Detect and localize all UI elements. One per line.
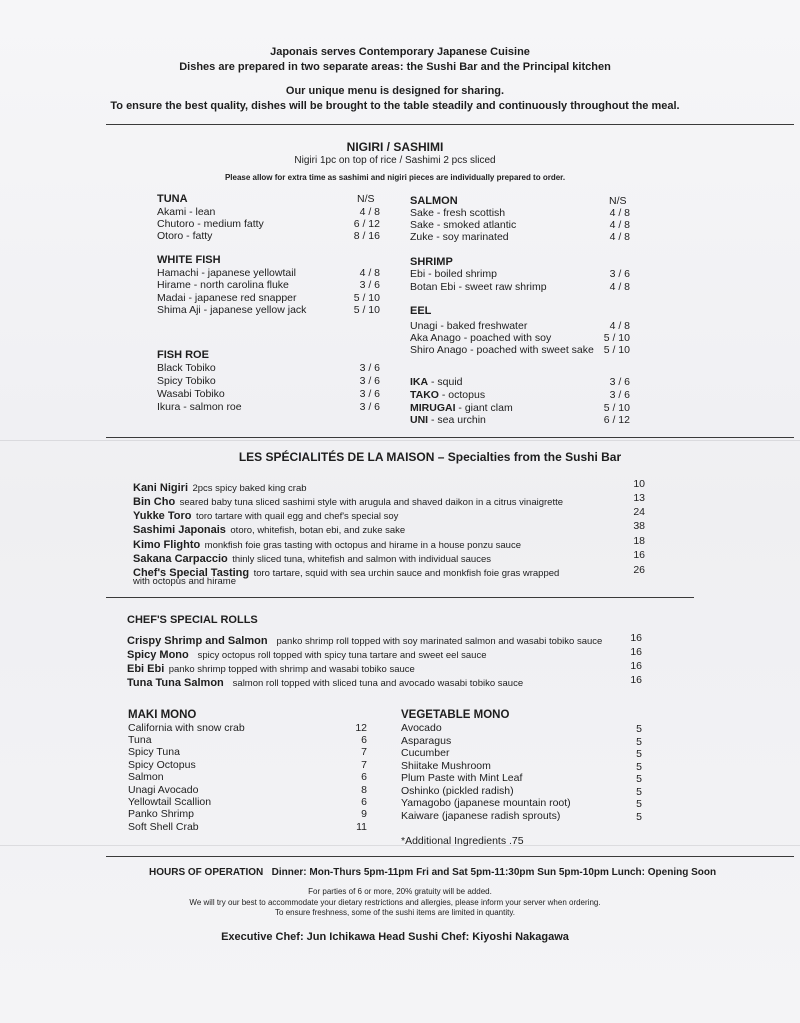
specialty-price: 38 — [633, 520, 645, 532]
menu-item-price: 3 / 6 — [609, 389, 630, 401]
section-header-salmon: SALMON — [410, 195, 458, 207]
specialty-item: Kimo Flighto monkfish foie gras tasting with octopus and hirame in a house ponzu sauce — [133, 539, 521, 551]
roll-price: 16 — [630, 632, 642, 644]
vegetable-title: VEGETABLE MONO — [401, 709, 510, 721]
vegetable-item-name: Cucumber — [401, 747, 450, 759]
nigiri-note: Please allow for extra time as sashimi and nigiri pieces are individually prepared to order. — [224, 173, 566, 182]
menu-item-name: Akami - lean — [157, 206, 216, 218]
menu-item-price: 6 / 12 — [353, 218, 380, 230]
menu-item-price: 5 / 10 — [353, 292, 380, 304]
maki-item-name: California with snow crab — [128, 722, 245, 734]
menu-item-price: 5 / 10 — [603, 402, 630, 414]
menu-item-name: Hamachi - japanese yellowtail — [157, 267, 296, 279]
menu-item-price: 3 / 6 — [609, 376, 630, 388]
specialty-price: 18 — [633, 535, 645, 547]
intro-line-4: To ensure the best quality, dishes will be brought to the table steadily and continuously throughout the meal. — [110, 100, 680, 112]
vegetable-item-price: 5 — [636, 748, 642, 760]
roll-item: Ebi Ebi panko shrimp topped with shrimp and wasabi tobiko sauce — [127, 663, 415, 675]
specialty-item: Chef's Special Tasting toro tartare, squid with sea urchin sauce and monkfish foie gras wrapped — [133, 567, 560, 579]
section-header-eel: EEL — [410, 305, 432, 317]
maki-title: MAKI MONO — [128, 709, 197, 721]
maki-item-name: Spicy Octopus — [128, 759, 196, 771]
nigiri-subtitle: Nigiri 1pc on top of rice / Sashimi 2 pcs sliced — [294, 155, 496, 166]
maki-item-name: Unagi Avocado — [128, 784, 199, 796]
vegetable-item-name: Avocado — [401, 722, 442, 734]
menu-item-price: 4 / 8 — [609, 281, 630, 293]
specialty-price: 13 — [633, 492, 645, 504]
maki-item-name: Tuna — [128, 734, 152, 746]
section-header-tuna: TUNA — [157, 193, 188, 205]
menu-item-price: 4 / 8 — [609, 207, 630, 219]
vegetable-item-name: Oshinko (pickled radish) — [401, 785, 514, 797]
vegetable-item-price: 5 — [636, 811, 642, 823]
vegetable-item-price: 5 — [636, 723, 642, 735]
divider — [106, 597, 694, 598]
section-header-shrimp: SHRIMP — [410, 256, 453, 268]
hours-of-operation: HOURS OF OPERATION Dinner: Mon-Thurs 5pm-11pm Fri and Sat 5pm-11:30pm Sun 5pm-10pm Lunch: Opening Soon — [149, 867, 717, 878]
menu-item-price: 8 / 16 — [353, 230, 380, 242]
vegetable-item-price: 5 — [636, 786, 642, 798]
maki-item-name: Soft Shell Crab — [128, 821, 199, 833]
menu-item-price: 3 / 6 — [359, 388, 380, 400]
maki-item-price: 7 — [361, 746, 367, 758]
ns-header-label: N/S — [357, 193, 375, 205]
menu-item-name: MIRUGAI - giant clam — [410, 402, 513, 414]
menu-item-name: UNI - sea urchin — [410, 414, 486, 426]
specialty-price: 26 — [633, 564, 645, 576]
maki-item-price: 6 — [361, 771, 367, 783]
roll-price: 16 — [630, 646, 642, 658]
ns-header-label: N/S — [609, 195, 627, 207]
intro-line-2: Dishes are prepared in two separate areas: the Sushi Bar and the Principal kitchen — [179, 61, 611, 73]
menu-item-name: TAKO - octopus — [410, 389, 486, 401]
divider — [106, 856, 794, 857]
menu-item-price: 3 / 6 — [609, 268, 630, 280]
menu-item-name: Spicy Tobiko — [157, 375, 216, 387]
intro-line-1: Japonais serves Contemporary Japanese Cuisine — [270, 46, 530, 58]
maki-item-name: Panko Shrimp — [128, 808, 194, 820]
vegetable-item-name: Plum Paste with Mint Leaf — [401, 772, 523, 784]
menu-item-name: Ebi - boiled shrimp — [410, 268, 497, 280]
specialty-item: Kani Nigiri 2pcs spicy baked king crab — [133, 482, 307, 494]
menu-item-price: 3 / 6 — [359, 362, 380, 374]
menu-item-price: 5 / 10 — [603, 344, 630, 356]
menu-item-price: 3 / 6 — [359, 279, 380, 291]
maki-item-name: Salmon — [128, 771, 164, 783]
maki-item-price: 7 — [361, 759, 367, 771]
menu-item-name: Madai - japanese red snapper — [157, 292, 297, 304]
menu-item-name: Botan Ebi - sweet raw shrimp — [410, 281, 547, 293]
roll-item: Crispy Shrimp and Salmon panko shrimp roll topped with soy marinated salmon and wasabi tobiko sauce — [127, 635, 603, 647]
menu-item-price: 4 / 8 — [359, 206, 380, 218]
menu-item-price: 4 / 8 — [609, 231, 630, 243]
menu-item-name: Sake - fresh scottish — [410, 207, 506, 219]
menu-item-price: 6 / 12 — [603, 414, 630, 426]
nigiri-title: NIGIRI / SASHIMI — [346, 140, 444, 154]
section-header-fish-roe: FISH ROE — [157, 349, 209, 361]
menu-item-name: Unagi - baked freshwater — [410, 320, 528, 332]
menu-item-name: IKA - squid — [410, 376, 463, 388]
freshness-note: To ensure freshness, some of the sushi items are limited in quantity. — [275, 908, 515, 917]
maki-item-name: Yellowtail Scallion — [128, 796, 212, 808]
maki-item-price: 6 — [361, 796, 367, 808]
specialty-item: Bin Cho seared baby tuna sliced sashimi style with arugula and shaved daikon in a citrus vinaigrette — [133, 496, 564, 508]
rolls-title: CHEF'S SPECIAL ROLLS — [127, 614, 258, 626]
gratuity-note: For parties of 6 or more, 20% gratuity will be added. — [308, 887, 492, 896]
specialty-item: Yukke Toro toro tartare with quail egg and chef's special soy — [133, 510, 399, 522]
vegetable-item-price: 5 — [636, 798, 642, 810]
vegetable-item-name: Asparagus — [401, 735, 452, 747]
vegetable-item-name: Kaiware (japanese radish sprouts) — [401, 810, 561, 822]
menu-item-name: Shiro Anago - poached with sweet sake — [410, 344, 594, 356]
menu-item-name: Shima Aji - japanese yellow jack — [157, 304, 307, 316]
specialty-item: Sashimi Japonais otoro, whitefish, botan ebi, and zuke sake — [133, 524, 406, 536]
maki-item-name: Spicy Tuna — [128, 746, 180, 758]
roll-item: Tuna Tuna Salmon salmon roll topped with sliced tuna and avocado wasabi tobiko sauce — [127, 677, 524, 689]
vegetable-item-name: Shiitake Mushroom — [401, 760, 491, 772]
menu-item-name: Hirame - north carolina fluke — [157, 279, 289, 291]
menu-item-name: Chutoro - medium fatty — [157, 218, 264, 230]
maki-item-price: 8 — [361, 784, 367, 796]
intro-line-3: Our unique menu is designed for sharing. — [285, 85, 505, 97]
vegetable-item-price: 5 — [636, 761, 642, 773]
menu-item-price: 4 / 8 — [609, 219, 630, 231]
menu-item-name: Wasabi Tobiko — [157, 388, 225, 400]
maki-item-price: 6 — [361, 734, 367, 746]
specialty-item: Sakana Carpaccio thinly sliced tuna, whitefish and salmon with individual sauces — [133, 553, 491, 565]
specialty-price: 16 — [633, 549, 645, 561]
vegetable-item-name: Yamagobo (japanese mountain root) — [401, 797, 571, 809]
specialty-price: 24 — [633, 506, 645, 518]
menu-item-name: Otoro - fatty — [157, 230, 213, 242]
menu-item-price: 5 / 10 — [603, 332, 630, 344]
menu-item-name: Aka Anago - poached with soy — [410, 332, 552, 344]
menu-item-price: 3 / 6 — [359, 401, 380, 413]
maki-item-price: 11 — [356, 821, 367, 833]
maki-item-price: 12 — [355, 722, 367, 734]
menu-item-price: 4 / 8 — [609, 320, 630, 332]
menu-item-name: Black Tobiko — [157, 362, 216, 374]
additional-ingredients-note: *Additional Ingredients .75 — [401, 835, 524, 847]
roll-price: 16 — [630, 674, 642, 686]
chef-credits: Executive Chef: Jun Ichikawa Head Sushi Chef: Kiyoshi Nakagawa — [221, 931, 569, 943]
menu-item-price: 3 / 6 — [359, 375, 380, 387]
vegetable-item-price: 5 — [636, 736, 642, 748]
dietary-note: We will try our best to accommodate your dietary restrictions and allergies, please inform your server when ordering. — [189, 898, 601, 907]
vegetable-item-price: 5 — [636, 773, 642, 785]
menu-item-price: 4 / 8 — [359, 267, 380, 279]
maki-item-price: 9 — [361, 808, 367, 820]
menu-item-price: 5 / 10 — [353, 304, 380, 316]
menu-item-name: Sake - smoked atlantic — [410, 219, 517, 231]
section-header-white-fish: WHITE FISH — [157, 254, 221, 266]
roll-price: 16 — [630, 660, 642, 672]
divider — [106, 437, 794, 438]
menu-item-name: Zuke - soy marinated — [410, 231, 509, 243]
specialties-title: LES SPÉCIALITÉS DE LA MAISON – Specialties from the Sushi Bar — [238, 450, 622, 464]
menu-item-name: Ikura - salmon roe — [157, 401, 242, 413]
specialty-price: 10 — [633, 478, 645, 490]
divider — [106, 124, 794, 125]
roll-item: Spicy Mono spicy octopus roll topped with spicy tuna tartare and sweet eel sauce — [127, 649, 487, 661]
specialty-desc-cont: with octopus and hirame — [133, 576, 236, 587]
